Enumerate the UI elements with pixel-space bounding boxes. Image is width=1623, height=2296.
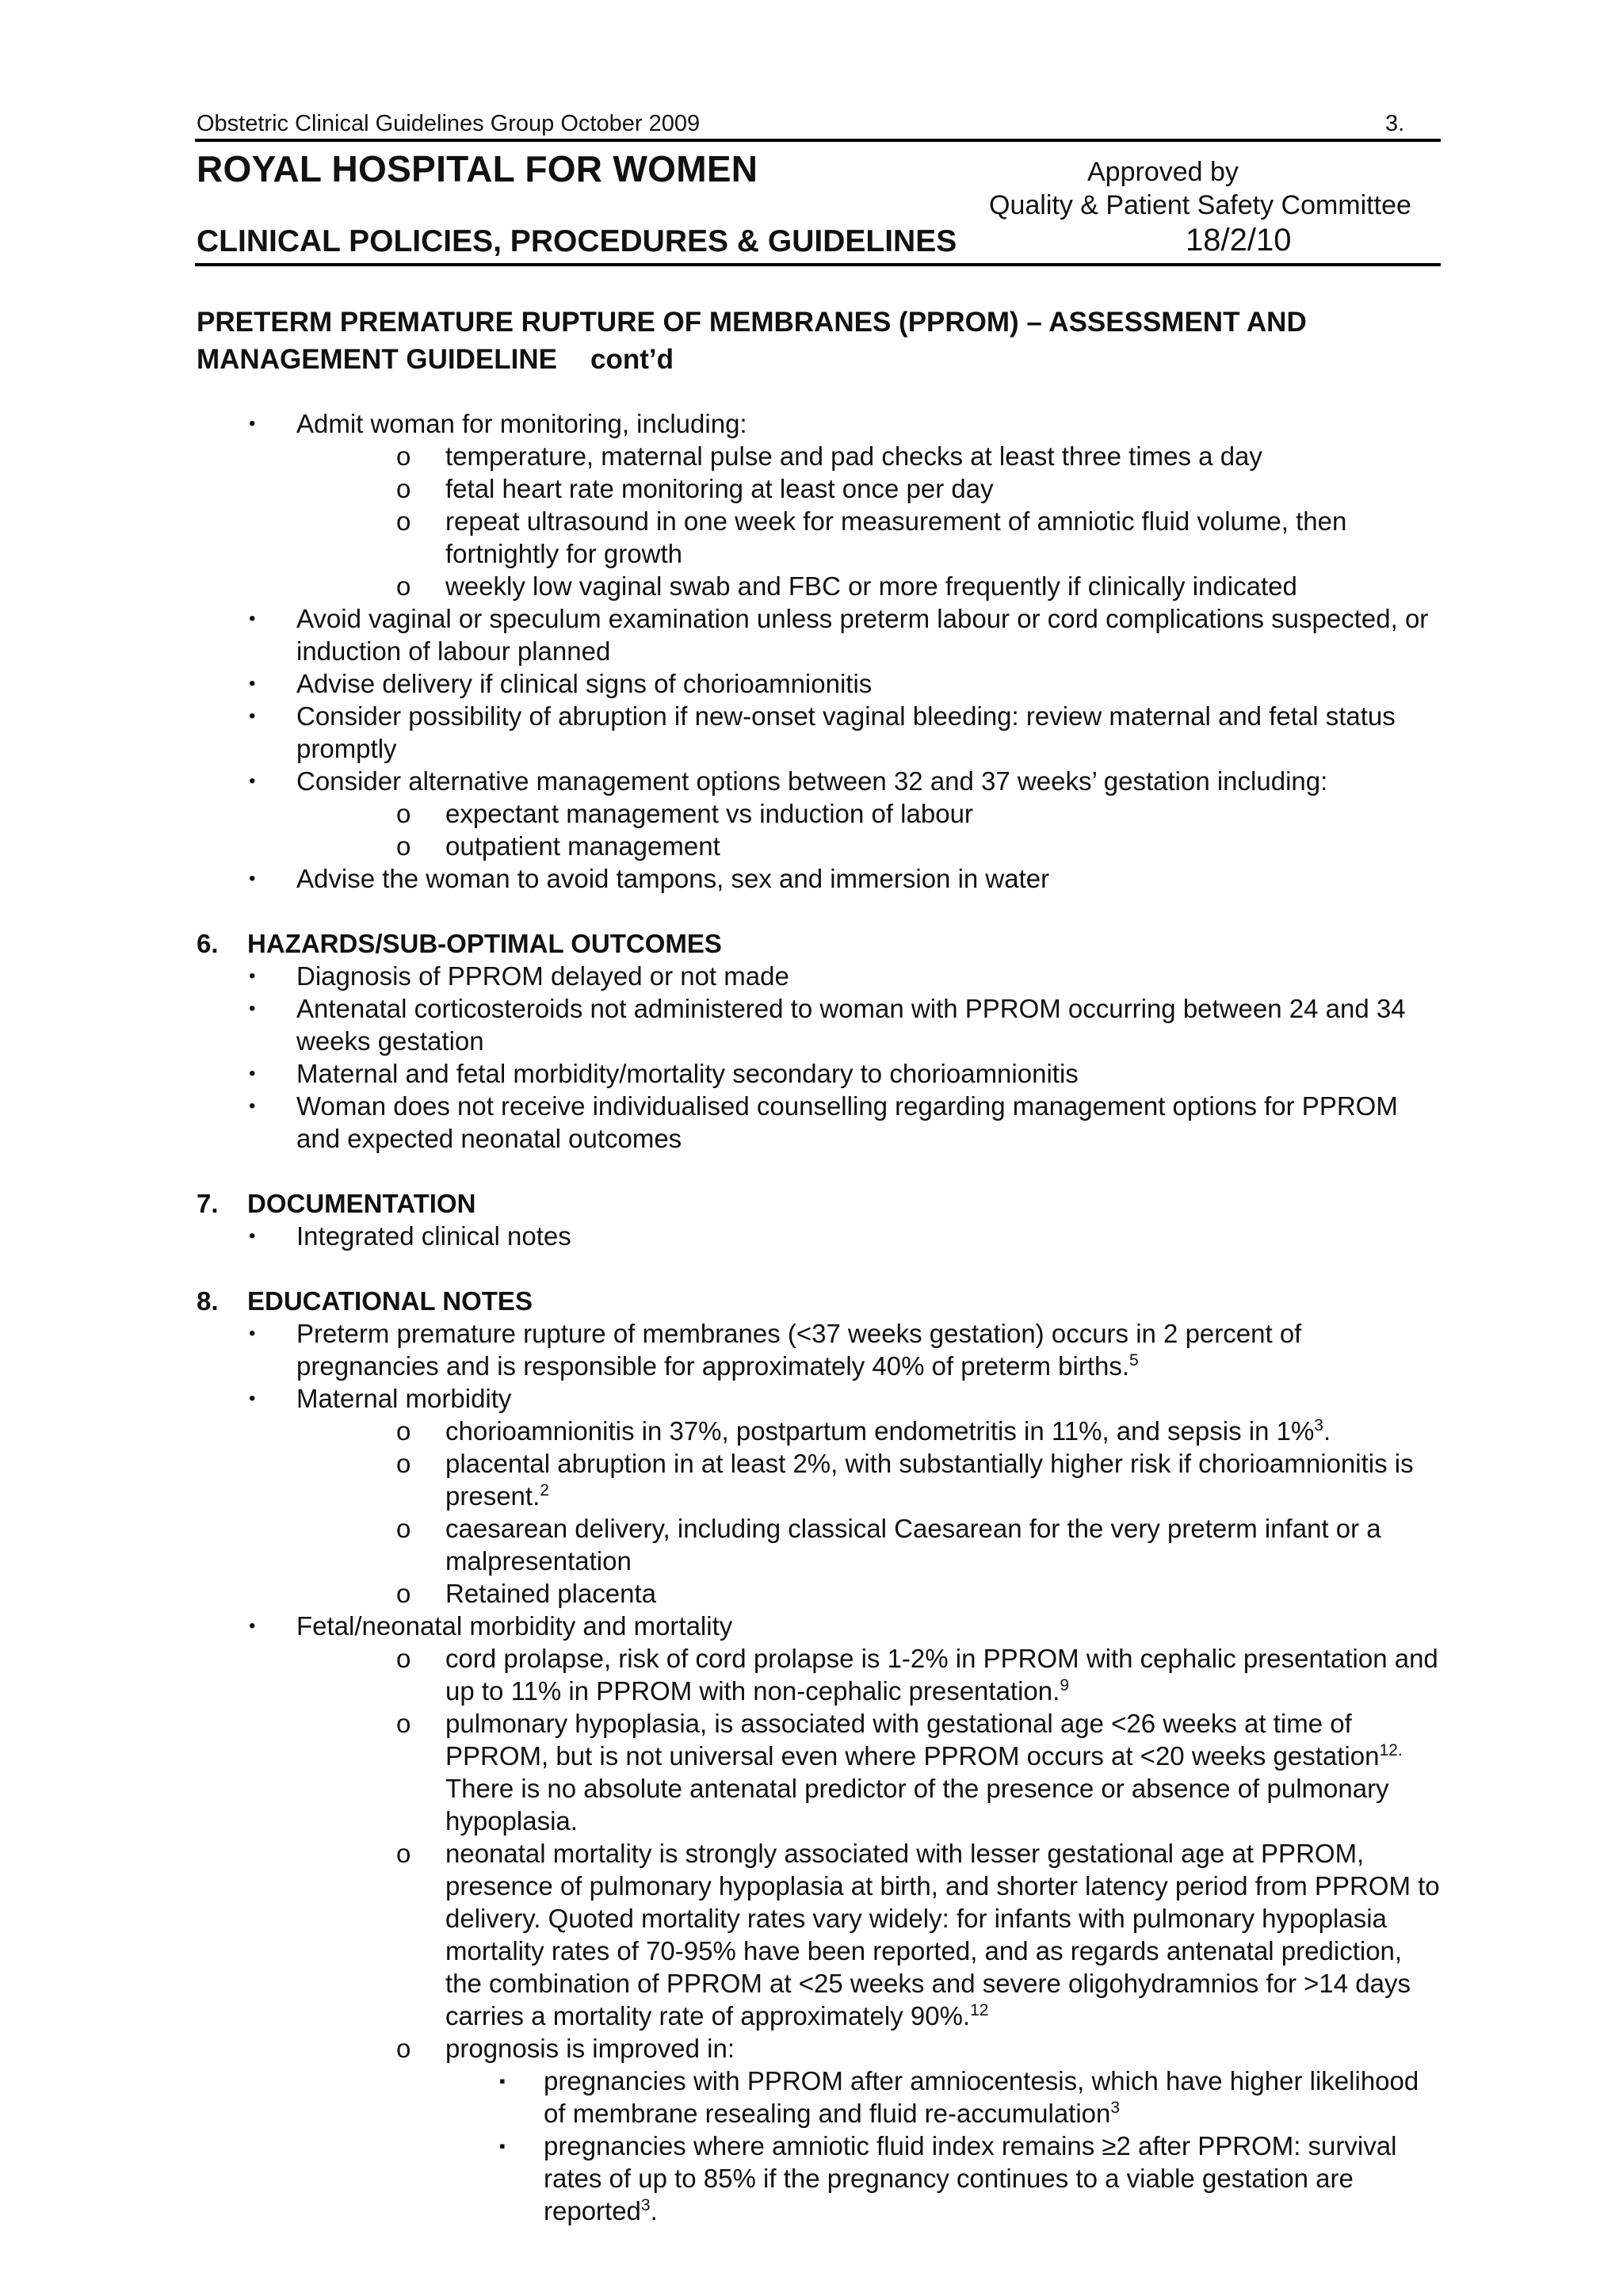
sub-list-item: o fetal heart rate monitoring at least once per day — [396, 474, 994, 503]
sub-list-item: o prognosis is improved in: — [396, 2034, 735, 2063]
reference-superscript: 3 — [640, 2196, 651, 2214]
list-item: • Integrated clinical notes — [249, 1221, 571, 1251]
sub-list-item: o Retained placenta — [396, 1579, 657, 1608]
circle-bullet-icon: o — [396, 1839, 411, 1868]
continued-label: cont’d — [590, 344, 674, 375]
section-number: 6. — [197, 929, 219, 958]
bullet-icon: • — [249, 1388, 256, 1409]
bullet-icon: • — [249, 705, 256, 727]
circle-bullet-icon: o — [396, 831, 411, 861]
list-item: • Admit woman for monitoring, including: — [249, 409, 747, 438]
circle-bullet-icon: o — [396, 1579, 411, 1608]
guideline-title-line-2 — [197, 341, 1307, 378]
sub-list-item: o chorioamnionitis in 37%, postpartum endometritis in 11%, and sepsis in 1%$^3$. — [396, 1416, 1331, 1446]
section-heading-hazards: 6. HAZARDS/SUB-OPTIMAL OUTCOMES — [197, 929, 722, 958]
page-number: 3. — [1385, 111, 1405, 136]
circle-bullet-icon: o — [396, 571, 411, 601]
circle-bullet-icon: o — [396, 1449, 411, 1478]
reference-superscript: 3 — [1110, 2099, 1121, 2117]
sub-list-item: o weekly low vaginal swab and FBC or more frequently if clinically indicated — [396, 571, 1297, 601]
list-item: • Consider alternative management options between 32 and 37 weeks’ gestation including: — [249, 766, 1328, 796]
sub-list-item: o cord prolapse, risk of cord prolapse is 1-2% in PPROM with cephalic presentation and up to 11% in PPROM with non-cephalic presentation.$^9$ — [396, 1644, 1438, 1706]
square-bullet-icon: ▪ — [499, 2071, 506, 2091]
sub-list-item: o neonatal mortality is strongly associated with lesser gestational age at PPROM, presence of pulmonary hypoplasia at birth, and shorter latency period from PPROM to delivery. Quoted mortality rates vary widely: for infants with pulmonary hypoplasia mortality rates of 70-95% have been reported, and as regards antenatal prediction, the combination of PPROM at <25 weeks and severe oligohydramnios for >14 days carries a mortality rate of approximately 90%.$^{12}$ — [396, 1839, 1440, 2030]
bullet-icon: • — [249, 770, 256, 792]
document-series-title: CLINICAL POLICIES, PROCEDURES & GUIDELINES — [197, 224, 957, 258]
bullet-icon: • — [249, 868, 256, 889]
guideline-title-line-1: PRETERM PREMATURE RUPTURE OF MEMBRANES (PPROM) – ASSESSMENT AND — [197, 307, 1307, 338]
reference-superscript: 12 — [970, 2001, 989, 2019]
section-number: 8. — [197, 1286, 219, 1316]
bullet-icon: • — [249, 1323, 256, 1344]
guideline-title — [197, 304, 1307, 378]
circle-bullet-icon: o — [396, 1644, 411, 1673]
sub-list-item: o caesarean delivery, including classical Caesarean for the very preterm infant or a malpresentation — [396, 1514, 1381, 1576]
list-item: • Fetal/neonatal morbidity and mortality — [249, 1611, 733, 1641]
section-heading-documentation: 7. DOCUMENTATION — [197, 1189, 476, 1218]
header-rule-top — [195, 139, 1441, 142]
circle-bullet-icon: o — [396, 799, 411, 828]
list-item: • Consider possibility of abruption if new-onset vaginal bleeding: review maternal and fetal status promptly — [249, 701, 1396, 763]
list-item: • Advise delivery if clinical signs of chorioamnionitis — [249, 669, 873, 698]
circle-bullet-icon: o — [396, 1709, 411, 1738]
bullet-icon: • — [249, 1063, 256, 1084]
guideline-body — [0, 407, 1623, 2227]
bullet-icon: • — [249, 608, 256, 629]
list-item: • Diagnosis of PPROM delayed or not made — [249, 961, 789, 991]
sub-list-item: o repeat ultrasound in one week for measurement of amniotic fluid volume, then fortnightly for growth — [396, 506, 1347, 568]
sub-sub-list-item: ▪ pregnancies where amniotic fluid index remains ≥2 after PPROM: survival rates of up to 85% if the pregnancy continues to a viable gestation are reported$^3$. — [499, 2131, 1397, 2225]
reference-superscript: 3 — [1314, 1416, 1323, 1435]
list-item: • Advise the woman to avoid tampons, sex and immersion in water — [249, 864, 1050, 893]
bullet-icon: • — [249, 1615, 256, 1637]
sub-list-item: o placental abruption in at least 2%, with substantially higher risk if chorioamnionitis is present.$^2$ — [396, 1449, 1414, 1511]
reference-superscript: 12. — [1379, 1741, 1403, 1759]
circle-bullet-icon: o — [396, 1416, 411, 1446]
bullet-icon: • — [249, 673, 256, 694]
reference-superscript: 9 — [1060, 1676, 1069, 1694]
approved-by-label: Approved by — [1087, 157, 1239, 187]
list-item: • Maternal morbidity — [249, 1384, 512, 1413]
sub-sub-list-item: ▪ pregnancies with PPROM after amniocentesis, which have higher likelihood of membrane resealing and fluid re-accumulation$^3$ — [499, 2066, 1419, 2128]
approving-committee: Quality & Patient Safety Committee — [989, 190, 1411, 220]
circle-bullet-icon: o — [396, 441, 411, 471]
organisation-name: ROYAL HOSPITAL FOR WOMEN — [197, 148, 758, 189]
bullet-icon: • — [249, 1095, 256, 1117]
bullet-icon: • — [249, 1225, 256, 1247]
guideline-title-main: MANAGEMENT GUIDELINE — [197, 344, 557, 375]
square-bullet-icon: ▪ — [499, 2136, 506, 2156]
list-item: • Antenatal corticosteroids not administered to woman with PPROM occurring between 24 and 34 weeks gestation — [249, 994, 1406, 1056]
list-item: • Woman does not receive individualised counselling regarding management options for PPROM and expected neonatal outcomes — [249, 1091, 1398, 1153]
list-item: • Avoid vaginal or speculum examination unless preterm labour or cord complications suspected, or induction of labour planned — [249, 604, 1429, 666]
sub-list-item: o temperature, maternal pulse and pad checks at least three times a day — [396, 441, 1262, 471]
bullet-icon: • — [249, 998, 256, 1019]
section-heading-educational-notes: 8. EDUCATIONAL NOTES — [197, 1286, 533, 1316]
header-rule-bottom — [195, 263, 1441, 266]
approval-date: 18/2/10 — [1186, 223, 1292, 258]
running-header: Obstetric Clinical Guidelines Group October 2009 — [197, 111, 701, 136]
reference-superscript: 2 — [540, 1481, 549, 1499]
bullet-icon: • — [249, 965, 256, 987]
list-item: • Maternal and fetal morbidity/mortality secondary to chorioamnionitis — [249, 1059, 1079, 1088]
bullet-icon: • — [249, 413, 256, 434]
sub-list-item: o expectant management vs induction of labour — [396, 799, 973, 828]
list-item: • Preterm premature rupture of membranes (<37 weeks gestation) occurs in 2 percent of pregnancies and is responsible for approximately 40% of preterm births.$^5$ — [249, 1319, 1302, 1381]
sub-list-item: o pulmonary hypoplasia, is associated with gestational age <26 weeks at time of PPROM, but is not universal even where PPROM occurs at <20 weeks gestation$^{12.}$ There is no absolute antenatal predictor of the presence or absence of pulmonary hypoplasia. — [396, 1709, 1417, 1836]
circle-bullet-icon: o — [396, 474, 411, 503]
section-number: 7. — [197, 1189, 219, 1218]
sub-list-item: o outpatient management — [396, 831, 720, 861]
circle-bullet-icon: o — [396, 2034, 411, 2063]
circle-bullet-icon: o — [396, 506, 411, 536]
circle-bullet-icon: o — [396, 1514, 411, 1543]
reference-superscript: 5 — [1129, 1351, 1139, 1370]
